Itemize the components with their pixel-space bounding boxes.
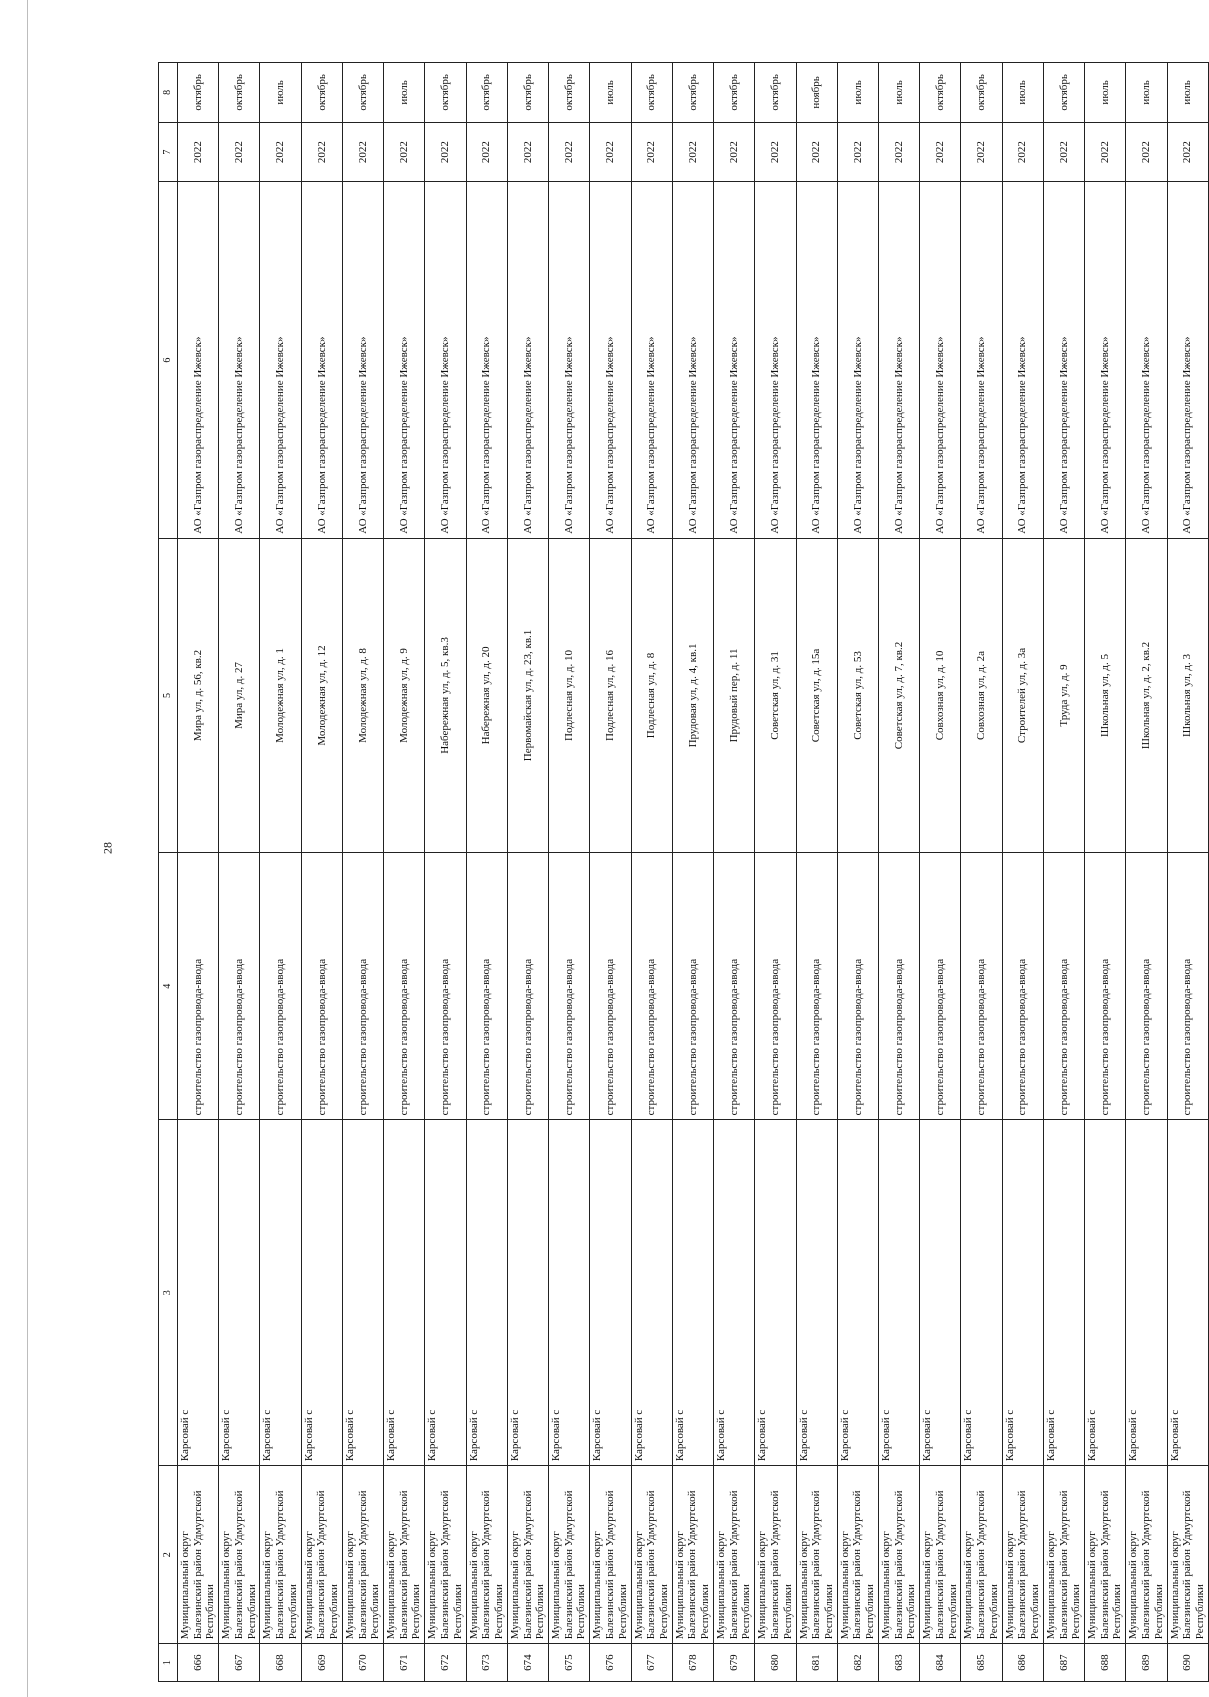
municipality-cell: Муниципальный округ Балезинский район Удмуртской Республики xyxy=(1167,1466,1208,1644)
row-number: 676 xyxy=(590,1644,631,1682)
address-cell: Строителей ул, д. 3а xyxy=(1002,538,1043,852)
month-cell: октябрь xyxy=(920,63,961,123)
month-cell: октябрь xyxy=(549,63,590,123)
row-number: 674 xyxy=(507,1644,548,1682)
address-cell: Прудовая ул, д. 4, кв.1 xyxy=(672,538,713,852)
column-header: 6 xyxy=(159,182,178,538)
table-container xyxy=(158,62,1206,1682)
settlement-cell: Карсовай с xyxy=(384,1120,425,1466)
municipality-cell: Муниципальный округ Балезинский район Удмуртской Республики xyxy=(260,1466,301,1644)
month-cell: октябрь xyxy=(425,63,466,123)
year-cell: 2022 xyxy=(672,122,713,182)
column-header: 2 xyxy=(159,1466,178,1644)
row-number: 688 xyxy=(1085,1644,1126,1682)
work-type-cell: строительство газопровода-ввода xyxy=(878,853,919,1120)
organization-cell: АО «Газпром газораспределение Ижевск» xyxy=(549,182,590,538)
table-row xyxy=(342,63,383,1682)
settlement-cell: Карсовай с xyxy=(425,1120,466,1466)
table-row xyxy=(631,63,672,1682)
settlement-cell: Карсовай с xyxy=(672,1120,713,1466)
municipality-cell: Муниципальный округ Балезинский район Удмуртской Республики xyxy=(425,1466,466,1644)
month-cell: октябрь xyxy=(961,63,1002,123)
municipality-cell: Муниципальный округ Балезинский район Удмуртской Республики xyxy=(714,1466,755,1644)
municipality-cell: Муниципальный округ Балезинский район Удмуртской Республики xyxy=(1002,1466,1043,1644)
year-cell: 2022 xyxy=(920,122,961,182)
row-number: 684 xyxy=(920,1644,961,1682)
month-cell: октябрь xyxy=(342,63,383,123)
header-row xyxy=(159,63,178,1682)
municipality-cell: Муниципальный округ Балезинский район Удмуртской Республики xyxy=(920,1466,961,1644)
year-cell: 2022 xyxy=(1126,122,1167,182)
year-cell: 2022 xyxy=(878,122,919,182)
row-number: 672 xyxy=(425,1644,466,1682)
work-type-cell: строительство газопровода-ввода xyxy=(1167,853,1208,1120)
table-row xyxy=(466,63,507,1682)
table-row xyxy=(425,63,466,1682)
table-row xyxy=(219,63,260,1682)
address-cell: Набережная ул, д. 5, кв.3 xyxy=(425,538,466,852)
address-cell: Подлесная ул, д. 16 xyxy=(590,538,631,852)
address-cell: Советская ул, д. 31 xyxy=(755,538,796,852)
month-cell: октябрь xyxy=(631,63,672,123)
address-cell: Мира ул, д. 27 xyxy=(219,538,260,852)
table-row xyxy=(260,63,301,1682)
municipality-cell: Муниципальный округ Балезинский район Удмуртской Республики xyxy=(631,1466,672,1644)
organization-cell: АО «Газпром газораспределение Ижевск» xyxy=(178,182,219,538)
year-cell: 2022 xyxy=(260,122,301,182)
settlement-cell: Карсовай с xyxy=(755,1120,796,1466)
year-cell: 2022 xyxy=(1167,122,1208,182)
organization-cell: АО «Газпром газораспределение Ижевск» xyxy=(466,182,507,538)
table-row xyxy=(796,63,837,1682)
table-row xyxy=(1126,63,1167,1682)
address-cell: Подлесная ул, д. 8 xyxy=(631,538,672,852)
column-header: 3 xyxy=(159,1120,178,1466)
year-cell: 2022 xyxy=(1043,122,1084,182)
work-type-cell: строительство газопровода-ввода xyxy=(837,853,878,1120)
table-row xyxy=(507,63,548,1682)
organization-cell: АО «Газпром газораспределение Ижевск» xyxy=(384,182,425,538)
work-type-cell: строительство газопровода-ввода xyxy=(672,853,713,1120)
address-cell: Школьная ул, д. 2, кв.2 xyxy=(1126,538,1167,852)
month-cell: июль xyxy=(1167,63,1208,123)
settlement-cell: Карсовай с xyxy=(466,1120,507,1466)
table-row xyxy=(961,63,1002,1682)
year-cell: 2022 xyxy=(755,122,796,182)
organization-cell: АО «Газпром газораспределение Ижевск» xyxy=(301,182,342,538)
work-type-cell: строительство газопровода-ввода xyxy=(714,853,755,1120)
work-type-cell: строительство газопровода-ввода xyxy=(342,853,383,1120)
address-cell: Молодежная ул, д. 8 xyxy=(342,538,383,852)
address-cell: Мира ул, д. 56, кв.2 xyxy=(178,538,219,852)
municipality-cell: Муниципальный округ Балезинский район Удмуртской Республики xyxy=(549,1466,590,1644)
year-cell: 2022 xyxy=(549,122,590,182)
row-number: 666 xyxy=(178,1644,219,1682)
work-type-cell: строительство газопровода-ввода xyxy=(1043,853,1084,1120)
work-type-cell: строительство газопровода-ввода xyxy=(1085,853,1126,1120)
table-row xyxy=(920,63,961,1682)
work-type-cell: строительство газопровода-ввода xyxy=(590,853,631,1120)
table-row xyxy=(301,63,342,1682)
municipality-cell: Муниципальный округ Балезинский район Удмуртской Республики xyxy=(837,1466,878,1644)
table-row xyxy=(1043,63,1084,1682)
month-cell: июль xyxy=(1085,63,1126,123)
table-row xyxy=(878,63,919,1682)
year-cell: 2022 xyxy=(796,122,837,182)
work-type-cell: строительство газопровода-ввода xyxy=(301,853,342,1120)
month-cell: октябрь xyxy=(301,63,342,123)
organization-cell: АО «Газпром газораспределение Ижевск» xyxy=(1126,182,1167,538)
address-cell: Советская ул, д. 53 xyxy=(837,538,878,852)
table-row xyxy=(178,63,219,1682)
address-cell: Молодежная ул, д. 12 xyxy=(301,538,342,852)
row-number: 680 xyxy=(755,1644,796,1682)
column-header: 5 xyxy=(159,538,178,852)
municipality-cell: Муниципальный округ Балезинский район Удмуртской Республики xyxy=(1085,1466,1126,1644)
work-type-cell: строительство газопровода-ввода xyxy=(466,853,507,1120)
row-number: 675 xyxy=(549,1644,590,1682)
settlement-cell: Карсовай с xyxy=(507,1120,548,1466)
settlement-cell: Карсовай с xyxy=(631,1120,672,1466)
month-cell: июль xyxy=(384,63,425,123)
row-number: 667 xyxy=(219,1644,260,1682)
settlement-cell: Карсовай с xyxy=(878,1120,919,1466)
row-number: 690 xyxy=(1167,1644,1208,1682)
month-cell: июль xyxy=(1126,63,1167,123)
month-cell: июль xyxy=(590,63,631,123)
table-row xyxy=(714,63,755,1682)
municipality-cell: Муниципальный округ Балезинский район Удмуртской Республики xyxy=(796,1466,837,1644)
month-cell: июль xyxy=(878,63,919,123)
row-number: 673 xyxy=(466,1644,507,1682)
month-cell: ноябрь xyxy=(796,63,837,123)
year-cell: 2022 xyxy=(342,122,383,182)
year-cell: 2022 xyxy=(507,122,548,182)
year-cell: 2022 xyxy=(301,122,342,182)
organization-cell: АО «Газпром газораспределение Ижевск» xyxy=(507,182,548,538)
work-type-cell: строительство газопровода-ввода xyxy=(920,853,961,1120)
municipality-cell: Муниципальный округ Балезинский район Удмуртской Республики xyxy=(590,1466,631,1644)
address-cell: Совхозная ул, д. 10 xyxy=(920,538,961,852)
organization-cell: АО «Газпром газораспределение Ижевск» xyxy=(342,182,383,538)
year-cell: 2022 xyxy=(466,122,507,182)
row-number: 669 xyxy=(301,1644,342,1682)
work-type-cell: строительство газопровода-ввода xyxy=(549,853,590,1120)
work-type-cell: строительство газопровода-ввода xyxy=(1002,853,1043,1120)
row-number: 686 xyxy=(1002,1644,1043,1682)
page-number: 28 xyxy=(100,842,115,854)
settlement-cell: Карсовай с xyxy=(1043,1120,1084,1466)
work-type-cell: строительство газопровода-ввода xyxy=(384,853,425,1120)
row-number: 670 xyxy=(342,1644,383,1682)
address-cell: Школьная ул, д. 5 xyxy=(1085,538,1126,852)
year-cell: 2022 xyxy=(631,122,672,182)
row-number: 689 xyxy=(1126,1644,1167,1682)
work-type-cell: строительство газопровода-ввода xyxy=(507,853,548,1120)
organization-cell: АО «Газпром газораспределение Ижевск» xyxy=(425,182,466,538)
municipality-cell: Муниципальный округ Балезинский район Удмуртской Республики xyxy=(301,1466,342,1644)
table-row xyxy=(1167,63,1208,1682)
year-cell: 2022 xyxy=(425,122,466,182)
work-type-cell: строительство газопровода-ввода xyxy=(178,853,219,1120)
table-row xyxy=(1002,63,1043,1682)
work-type-cell: строительство газопровода-ввода xyxy=(961,853,1002,1120)
address-cell: Подлесная ул, д. 10 xyxy=(549,538,590,852)
organization-cell: АО «Газпром газораспределение Ижевск» xyxy=(714,182,755,538)
municipality-cell: Муниципальный округ Балезинский район Удмуртской Республики xyxy=(342,1466,383,1644)
gas-connection-table xyxy=(158,62,1209,1682)
table-row xyxy=(1085,63,1126,1682)
municipality-cell: Муниципальный округ Балезинский район Удмуртской Республики xyxy=(219,1466,260,1644)
month-cell: октябрь xyxy=(672,63,713,123)
row-number: 685 xyxy=(961,1644,1002,1682)
organization-cell: АО «Газпром газораспределение Ижевск» xyxy=(796,182,837,538)
address-cell: Советская ул, д. 7, кв.2 xyxy=(878,538,919,852)
organization-cell: АО «Газпром газораспределение Ижевск» xyxy=(590,182,631,538)
month-cell: октябрь xyxy=(219,63,260,123)
table-body xyxy=(178,63,1209,1682)
municipality-cell: Муниципальный округ Балезинский район Удмуртской Республики xyxy=(672,1466,713,1644)
month-cell: июль xyxy=(837,63,878,123)
year-cell: 2022 xyxy=(714,122,755,182)
settlement-cell: Карсовай с xyxy=(1085,1120,1126,1466)
organization-cell: АО «Газпром газораспределение Ижевск» xyxy=(920,182,961,538)
work-type-cell: строительство газопровода-ввода xyxy=(219,853,260,1120)
organization-cell: АО «Газпром газораспределение Ижевск» xyxy=(961,182,1002,538)
address-cell: Школьная ул, д. 3 xyxy=(1167,538,1208,852)
address-cell: Молодежная ул, д. 1 xyxy=(260,538,301,852)
settlement-cell: Карсовай с xyxy=(301,1120,342,1466)
month-cell: октябрь xyxy=(178,63,219,123)
work-type-cell: строительство газопровода-ввода xyxy=(260,853,301,1120)
row-number: 671 xyxy=(384,1644,425,1682)
organization-cell: АО «Газпром газораспределение Ижевск» xyxy=(1085,182,1126,538)
binding-line xyxy=(27,0,28,1697)
row-number: 668 xyxy=(260,1644,301,1682)
settlement-cell: Карсовай с xyxy=(1126,1120,1167,1466)
organization-cell: АО «Газпром газораспределение Ижевск» xyxy=(878,182,919,538)
column-header: 1 xyxy=(159,1644,178,1682)
work-type-cell: строительство газопровода-ввода xyxy=(631,853,672,1120)
column-header: 7 xyxy=(159,122,178,182)
table-row xyxy=(590,63,631,1682)
settlement-cell: Карсовай с xyxy=(260,1120,301,1466)
municipality-cell: Муниципальный округ Балезинский район Удмуртской Республики xyxy=(961,1466,1002,1644)
column-header: 4 xyxy=(159,853,178,1120)
settlement-cell: Карсовай с xyxy=(796,1120,837,1466)
settlement-cell: Карсовай с xyxy=(342,1120,383,1466)
municipality-cell: Муниципальный округ Балезинский район Удмуртской Республики xyxy=(1043,1466,1084,1644)
table-row xyxy=(384,63,425,1682)
row-number: 682 xyxy=(837,1644,878,1682)
table-row xyxy=(672,63,713,1682)
year-cell: 2022 xyxy=(178,122,219,182)
organization-cell: АО «Газпром газораспределение Ижевск» xyxy=(672,182,713,538)
municipality-cell: Муниципальный округ Балезинский район Удмуртской Республики xyxy=(384,1466,425,1644)
address-cell: Прудовый пер, д. 11 xyxy=(714,538,755,852)
organization-cell: АО «Газпром газораспределение Ижевск» xyxy=(755,182,796,538)
month-cell: октябрь xyxy=(1043,63,1084,123)
year-cell: 2022 xyxy=(837,122,878,182)
municipality-cell: Муниципальный округ Балезинский район Удмуртской Республики xyxy=(507,1466,548,1644)
row-number: 683 xyxy=(878,1644,919,1682)
settlement-cell: Карсовай с xyxy=(590,1120,631,1466)
work-type-cell: строительство газопровода-ввода xyxy=(425,853,466,1120)
organization-cell: АО «Газпром газораспределение Ижевск» xyxy=(631,182,672,538)
settlement-cell: Карсовай с xyxy=(219,1120,260,1466)
column-header: 8 xyxy=(159,63,178,123)
year-cell: 2022 xyxy=(590,122,631,182)
month-cell: октябрь xyxy=(507,63,548,123)
organization-cell: АО «Газпром газораспределение Ижевск» xyxy=(837,182,878,538)
year-cell: 2022 xyxy=(961,122,1002,182)
address-cell: Труда ул, д. 9 xyxy=(1043,538,1084,852)
settlement-cell: Карсовай с xyxy=(714,1120,755,1466)
address-cell: Первомайская ул, д. 23, кв.1 xyxy=(507,538,548,852)
address-cell: Советская ул, д. 15а xyxy=(796,538,837,852)
organization-cell: АО «Газпром газораспределение Ижевск» xyxy=(1167,182,1208,538)
settlement-cell: Карсовай с xyxy=(549,1120,590,1466)
settlement-cell: Карсовай с xyxy=(961,1120,1002,1466)
row-number: 679 xyxy=(714,1644,755,1682)
municipality-cell: Муниципальный округ Балезинский район Удмуртской Республики xyxy=(466,1466,507,1644)
settlement-cell: Карсовай с xyxy=(178,1120,219,1466)
work-type-cell: строительство газопровода-ввода xyxy=(796,853,837,1120)
month-cell: июль xyxy=(260,63,301,123)
month-cell: октябрь xyxy=(714,63,755,123)
organization-cell: АО «Газпром газораспределение Ижевск» xyxy=(219,182,260,538)
month-cell: июль xyxy=(1002,63,1043,123)
work-type-cell: строительство газопровода-ввода xyxy=(755,853,796,1120)
row-number: 678 xyxy=(672,1644,713,1682)
year-cell: 2022 xyxy=(1002,122,1043,182)
table-row xyxy=(549,63,590,1682)
year-cell: 2022 xyxy=(219,122,260,182)
settlement-cell: Карсовай с xyxy=(920,1120,961,1466)
settlement-cell: Карсовай с xyxy=(1167,1120,1208,1466)
table-row xyxy=(837,63,878,1682)
month-cell: октябрь xyxy=(466,63,507,123)
address-cell: Набережная ул, д. 20 xyxy=(466,538,507,852)
address-cell: Совхозная ул, д. 2а xyxy=(961,538,1002,852)
settlement-cell: Карсовай с xyxy=(837,1120,878,1466)
municipality-cell: Муниципальный округ Балезинский район Удмуртской Республики xyxy=(178,1466,219,1644)
municipality-cell: Муниципальный округ Балезинский район Удмуртской Республики xyxy=(1126,1466,1167,1644)
municipality-cell: Муниципальный округ Балезинский район Удмуртской Республики xyxy=(755,1466,796,1644)
work-type-cell: строительство газопровода-ввода xyxy=(1126,853,1167,1120)
organization-cell: АО «Газпром газораспределение Ижевск» xyxy=(1043,182,1084,538)
organization-cell: АО «Газпром газораспределение Ижевск» xyxy=(260,182,301,538)
municipality-cell: Муниципальный округ Балезинский район Удмуртской Республики xyxy=(878,1466,919,1644)
row-number: 677 xyxy=(631,1644,672,1682)
table-row xyxy=(755,63,796,1682)
row-number: 681 xyxy=(796,1644,837,1682)
row-number: 687 xyxy=(1043,1644,1084,1682)
month-cell: октябрь xyxy=(755,63,796,123)
address-cell: Молодежная ул, д. 9 xyxy=(384,538,425,852)
year-cell: 2022 xyxy=(384,122,425,182)
settlement-cell: Карсовай с xyxy=(1002,1120,1043,1466)
organization-cell: АО «Газпром газораспределение Ижевск» xyxy=(1002,182,1043,538)
year-cell: 2022 xyxy=(1085,122,1126,182)
